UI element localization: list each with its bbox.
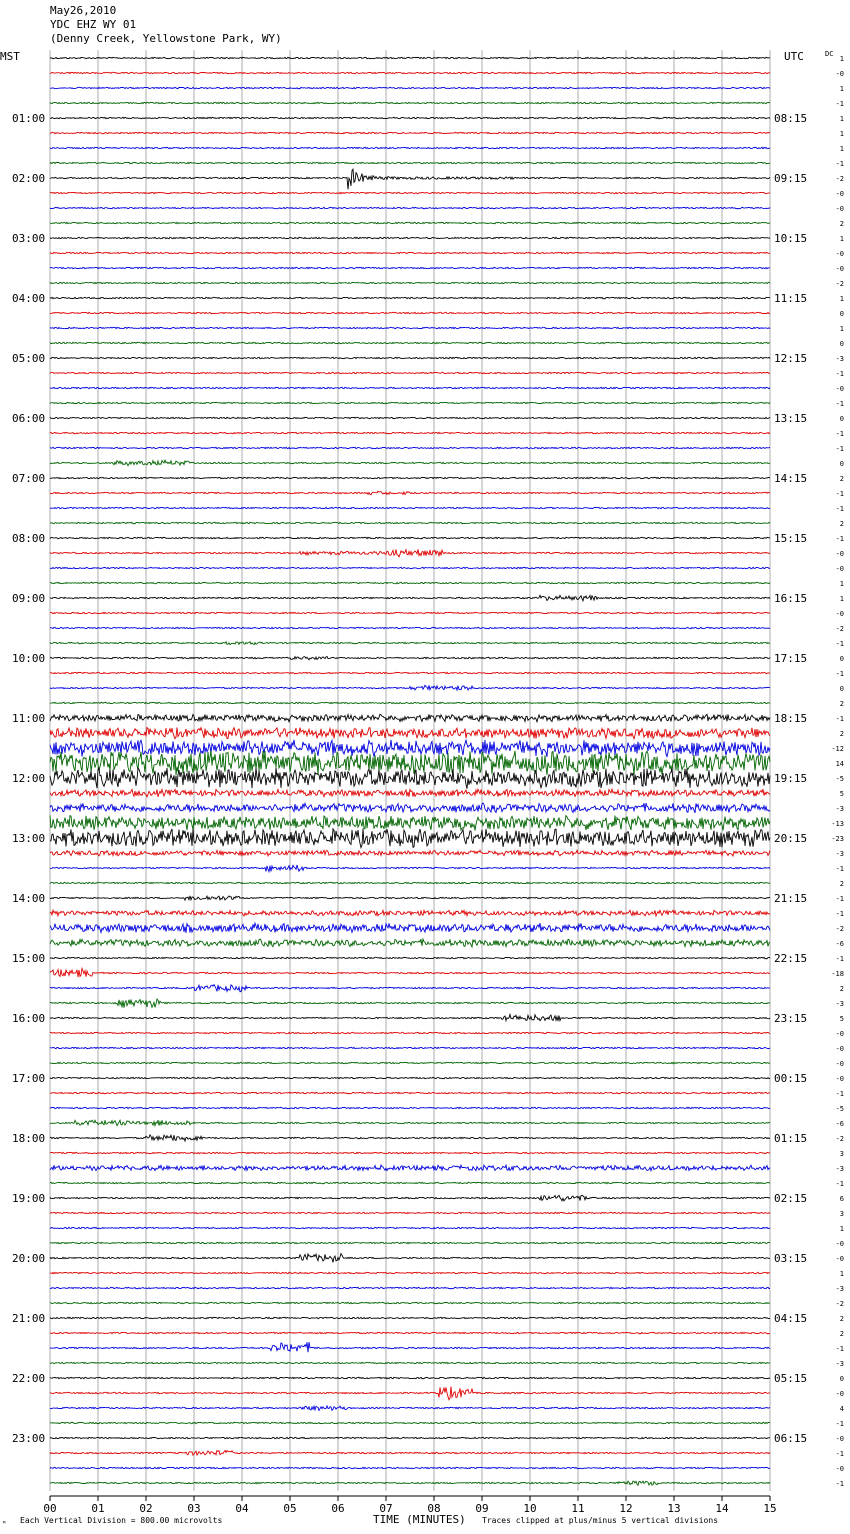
- seismic-trace: [50, 850, 770, 856]
- seismic-trace: [50, 57, 770, 58]
- dc-offset-label: 3: [839, 1150, 844, 1158]
- seismic-trace: [50, 169, 770, 189]
- x-tick-label: 12: [619, 1502, 633, 1515]
- left-hour-label: 01:00: [12, 112, 46, 125]
- dc-offset-label: 0: [839, 655, 844, 663]
- seismic-trace: [50, 714, 770, 721]
- dc-offset-label: -1: [835, 1420, 844, 1428]
- dc-offset-label: 2: [839, 985, 844, 993]
- right-hour-label: 08:15: [774, 112, 808, 125]
- left-hour-label: 11:00: [12, 712, 46, 725]
- dc-offset-label: 0: [839, 1375, 844, 1383]
- dc-offset-label: -0: [835, 610, 844, 618]
- seismic-trace: [50, 162, 770, 163]
- right-hour-label: 14:15: [774, 472, 808, 485]
- dc-offset-label: -1: [835, 670, 844, 678]
- seismic-trace: [50, 1242, 770, 1243]
- right-hour-label: 06:15: [774, 1432, 808, 1445]
- dc-offset-label: -3: [835, 1285, 844, 1293]
- dc-offset-label: 3: [839, 1210, 844, 1218]
- left-hour-label: 08:00: [12, 532, 46, 545]
- dc-offset-label: 2: [839, 700, 844, 708]
- x-tick-label: 15: [763, 1502, 777, 1515]
- seismic-trace: [50, 222, 770, 223]
- dc-offset-label: -0: [835, 1075, 844, 1083]
- left-hour-label: 16:00: [12, 1012, 46, 1025]
- left-hour-label: 18:00: [12, 1132, 46, 1145]
- seismic-trace: [50, 477, 770, 478]
- seismic-trace: [50, 252, 770, 253]
- seismic-trace: [50, 460, 770, 465]
- seismic-trace: [50, 1135, 770, 1141]
- dc-offset-label: -1: [835, 895, 844, 903]
- seismic-trace: [50, 1451, 770, 1456]
- seismic-trace: [50, 1227, 770, 1228]
- dc-offset-label: 2: [839, 880, 844, 888]
- seismic-trace: [50, 1342, 770, 1352]
- dc-offset-label: -1: [835, 505, 844, 513]
- left-hour-label: 21:00: [12, 1312, 46, 1325]
- dc-offset-label: -1: [835, 955, 844, 963]
- seismic-trace: [50, 1182, 770, 1183]
- seismic-trace: [50, 192, 770, 193]
- seismic-trace: [50, 627, 770, 628]
- seismic-trace: [50, 923, 770, 933]
- dc-offset-label: -0: [835, 190, 844, 198]
- dc-offset-label: -1: [835, 910, 844, 918]
- seismic-trace: [50, 1437, 770, 1438]
- x-tick-label: 14: [715, 1502, 729, 1515]
- dc-offset-label: -1: [835, 160, 844, 168]
- dc-offset-label: -1: [835, 1345, 844, 1353]
- dc-offset-label: -2: [835, 925, 844, 933]
- seismic-trace: [50, 1406, 770, 1411]
- dc-offset-label: 0: [839, 415, 844, 423]
- dc-offset-label: -1: [835, 490, 844, 498]
- dc-offset-label: -3: [835, 1000, 844, 1008]
- left-hour-label: 02:00: [12, 172, 46, 185]
- x-tick-label: 01: [91, 1502, 105, 1515]
- dc-offset-label: -1: [835, 1480, 844, 1488]
- seismic-trace: [50, 297, 770, 298]
- left-hour-labels: [12, 112, 45, 1445]
- x-tick-label: 06: [331, 1502, 345, 1515]
- dc-offset-label: -5: [835, 775, 844, 783]
- dc-offset-label: -18: [831, 970, 844, 978]
- scale-note: Each Vertical Division = 800.00 microvolts: [20, 1516, 223, 1525]
- seismic-trace: [50, 282, 770, 283]
- seismic-trace: [50, 549, 770, 557]
- seismic-trace: [50, 312, 770, 313]
- right-hour-label: 23:15: [774, 1012, 808, 1025]
- dc-offset-label: 1: [839, 595, 844, 603]
- seismic-trace: [50, 882, 770, 883]
- dc-offset-label: -1: [835, 430, 844, 438]
- seismic-trace: [50, 432, 770, 433]
- dc-offset-label: -0: [835, 1390, 844, 1398]
- seismic-trace: [50, 829, 770, 848]
- seismic-trace: [50, 595, 770, 601]
- x-axis-title: TIME (MINUTES): [373, 1513, 466, 1526]
- dc-offset-label: 2: [839, 220, 844, 228]
- seismic-trace: [50, 387, 770, 388]
- left-hour-label: 23:00: [12, 1432, 46, 1445]
- left-hour-label: 07:00: [12, 472, 46, 485]
- seismic-trace: [50, 72, 770, 73]
- x-tick-label: 02: [139, 1502, 153, 1515]
- dc-offset-label: -23: [831, 835, 844, 843]
- dc-offset-label: -12: [831, 745, 844, 753]
- right-hour-label: 17:15: [774, 652, 808, 665]
- seismic-trace: [50, 999, 770, 1008]
- dc-offset-label: -6: [835, 1120, 844, 1128]
- dc-offset-label: -5: [835, 1105, 844, 1113]
- right-hour-label: 10:15: [774, 232, 808, 245]
- seismic-trace: [50, 1120, 770, 1126]
- left-hour-label: 20:00: [12, 1252, 46, 1265]
- dc-offset-label: -0: [835, 1240, 844, 1248]
- dc-offset-label: 2: [839, 730, 844, 738]
- dc-offset-label: -0: [835, 265, 844, 273]
- dc-offset-label: -3: [835, 355, 844, 363]
- dc-offset-label: 1: [839, 130, 844, 138]
- seismic-trace: [50, 1062, 770, 1063]
- dc-offset-label: -0: [835, 205, 844, 213]
- seismic-trace: [50, 102, 770, 103]
- right-hour-label: 01:15: [774, 1132, 808, 1145]
- dc-offset-label: -3: [835, 805, 844, 813]
- dc-offset-label: -0: [835, 565, 844, 573]
- right-hour-label: 11:15: [774, 292, 808, 305]
- dc-offset-label: 2: [839, 1315, 844, 1323]
- seismic-trace: [50, 685, 770, 690]
- seismic-trace: [50, 1287, 770, 1288]
- dc-offset-label: 6: [839, 1195, 844, 1203]
- station-label: YDC EHZ WY 01: [50, 18, 137, 31]
- seismic-trace: [50, 237, 770, 238]
- x-tick-label: 03: [187, 1502, 201, 1515]
- dc-offset-labels: [831, 55, 844, 1488]
- dc-offset-label: -1: [835, 100, 844, 108]
- dc-offset-label: 0: [839, 685, 844, 693]
- right-hour-label: 18:15: [774, 712, 808, 725]
- dc-offset-label: 5: [839, 1015, 844, 1023]
- seismic-trace: [50, 522, 770, 523]
- seismic-trace: [50, 672, 770, 673]
- seismic-trace: [50, 1212, 770, 1213]
- dc-offset-label: -13: [831, 820, 844, 828]
- left-hour-label: 22:00: [12, 1372, 46, 1385]
- seismic-trace: [50, 402, 770, 403]
- dc-offset-label: 0: [839, 460, 844, 468]
- dc-offset-label: -1: [835, 1450, 844, 1458]
- right-hour-label: 19:15: [774, 772, 808, 785]
- seismic-trace: [50, 357, 770, 358]
- x-tick-label: 08: [427, 1502, 441, 1515]
- dc-offset-label: 1: [839, 85, 844, 93]
- right-hour-label: 21:15: [774, 892, 808, 905]
- dc-offset-label: -1: [835, 400, 844, 408]
- dc-offset-label: 1: [839, 115, 844, 123]
- seismic-trace: [50, 985, 770, 992]
- right-hour-label: 13:15: [774, 412, 808, 425]
- seismic-trace: [50, 751, 770, 776]
- left-hour-label: 13:00: [12, 832, 46, 845]
- right-hour-label: 12:15: [774, 352, 808, 365]
- x-tick-label: 07: [379, 1502, 393, 1515]
- seismic-trace: [50, 865, 770, 872]
- right-hour-label: 15:15: [774, 532, 808, 545]
- seismic-trace: [50, 969, 770, 978]
- seismic-trace: [50, 1467, 770, 1468]
- dc-offset-label: -0: [835, 385, 844, 393]
- dc-offset-label: 1: [839, 235, 844, 243]
- seismic-trace: [50, 1254, 770, 1263]
- seismic-trace: [50, 507, 770, 508]
- dc-offset-label: -1: [835, 445, 844, 453]
- dc-offset-label: -2: [835, 1300, 844, 1308]
- dc-offset-label: 2: [839, 475, 844, 483]
- right-timezone-label: UTC: [784, 50, 804, 63]
- dc-offset-label: -0: [835, 1060, 844, 1068]
- dc-offset-label: -3: [835, 1165, 844, 1173]
- seismic-trace: [50, 1047, 770, 1048]
- seismic-trace: [50, 702, 770, 703]
- dc-offset-label: 5: [839, 790, 844, 798]
- dc-offset-label: -0: [835, 1030, 844, 1038]
- dc-offset-label: -1: [835, 535, 844, 543]
- dc-offset-label: -1: [835, 370, 844, 378]
- corner-mark: ᴹ: [2, 1520, 7, 1528]
- dc-offset-label: 4: [839, 1405, 844, 1413]
- dc-offset-label: -1: [835, 715, 844, 723]
- dc-offset-label: -1: [835, 1180, 844, 1188]
- right-hour-label: 04:15: [774, 1312, 808, 1325]
- seismic-trace: [50, 132, 770, 133]
- seismic-trace: [50, 1195, 770, 1201]
- clip-note: Traces clipped at plus/minus 5 vertical divisions: [482, 1516, 719, 1525]
- dc-offset-label: 1: [839, 325, 844, 333]
- seismic-trace: [50, 1107, 770, 1108]
- x-tick-label: 04: [235, 1502, 249, 1515]
- seismic-trace: [50, 87, 770, 88]
- seismic-trace: [50, 1032, 770, 1033]
- left-hour-label: 10:00: [12, 652, 46, 665]
- seismic-trace: [50, 117, 770, 118]
- seismic-trace: [50, 896, 770, 900]
- seismic-traces: [50, 57, 770, 1485]
- seismic-trace: [50, 1077, 770, 1078]
- dc-offset-label: -0: [835, 1045, 844, 1053]
- dc-offset-label: -6: [835, 940, 844, 948]
- seismic-trace: [50, 207, 770, 208]
- seismic-trace: [50, 342, 770, 343]
- dc-offset-label: -2: [835, 1135, 844, 1143]
- dc-offset-label: 2: [839, 1330, 844, 1338]
- dc-offset-label: -0: [835, 1255, 844, 1263]
- seismic-trace: [50, 1092, 770, 1093]
- left-hour-label: 19:00: [12, 1192, 46, 1205]
- left-timezone-label: MST: [0, 50, 20, 63]
- x-tick-label: 10: [523, 1502, 537, 1515]
- dc-offset-label: -0: [835, 250, 844, 258]
- dc-offset-label: -2: [835, 280, 844, 288]
- left-hour-label: 12:00: [12, 772, 46, 785]
- dc-offset-label: -3: [835, 850, 844, 858]
- left-hour-label: 15:00: [12, 952, 46, 965]
- seismic-trace: [50, 491, 770, 495]
- seismic-trace: [50, 642, 770, 645]
- seismic-trace: [50, 1317, 770, 1318]
- dc-offset-label: 1: [839, 580, 844, 588]
- seismic-trace: [50, 1165, 770, 1171]
- dc-offset-label: 14: [835, 760, 844, 768]
- seismic-trace: [50, 910, 770, 916]
- seismic-trace: [50, 939, 770, 947]
- dc-offset-label: 1: [839, 145, 844, 153]
- right-hour-label: 03:15: [774, 1252, 808, 1265]
- seismic-trace: [50, 567, 770, 568]
- seismic-trace: [50, 327, 770, 328]
- dc-offset-label: -1: [835, 640, 844, 648]
- x-tick-label: 05: [283, 1502, 297, 1515]
- dc-offset-label: -3: [835, 1360, 844, 1368]
- seismic-trace: [50, 1362, 770, 1363]
- location-label: (Denny Creek, Yellowstone Park, WY): [50, 32, 282, 45]
- x-tick-label: 13: [667, 1502, 681, 1515]
- x-tick-label: 00: [43, 1502, 57, 1515]
- left-hour-label: 17:00: [12, 1072, 46, 1085]
- seismic-trace: [50, 612, 770, 613]
- seismic-trace: [50, 727, 770, 738]
- x-tick-label: 09: [475, 1502, 489, 1515]
- right-hour-label: 20:15: [774, 832, 808, 845]
- dc-offset-label: 1: [839, 55, 844, 63]
- right-hour-label: 02:15: [774, 1192, 808, 1205]
- seismic-trace: [50, 1332, 770, 1333]
- seismic-trace: [50, 803, 770, 813]
- seismic-trace: [50, 740, 770, 757]
- date-label: May26,2010: [50, 4, 117, 17]
- dc-header-label: DC: [825, 50, 834, 58]
- right-hour-label: 00:15: [774, 1072, 808, 1085]
- dc-offset-label: 1: [839, 1270, 844, 1278]
- seismic-trace: [50, 1152, 770, 1153]
- dc-offset-label: 0: [839, 340, 844, 348]
- left-hour-label: 06:00: [12, 412, 46, 425]
- left-hour-label: 05:00: [12, 352, 46, 365]
- dc-offset-label: -0: [835, 1435, 844, 1443]
- seismic-trace: [50, 582, 770, 583]
- right-hour-label: 16:15: [774, 592, 808, 605]
- dc-offset-label: 1: [839, 1225, 844, 1233]
- seismic-trace: [50, 1302, 770, 1303]
- dc-offset-label: -0: [835, 70, 844, 78]
- right-hour-labels: [774, 112, 807, 1445]
- seismic-trace: [50, 372, 770, 373]
- seismic-trace: [50, 657, 770, 660]
- dc-offset-label: -1: [835, 865, 844, 873]
- dc-offset-label: -0: [835, 550, 844, 558]
- left-hour-label: 09:00: [12, 592, 46, 605]
- x-tick-label: 11: [571, 1502, 585, 1515]
- seismic-trace: [50, 789, 770, 797]
- right-hour-label: 22:15: [774, 952, 808, 965]
- dc-offset-label: 0: [839, 310, 844, 318]
- right-hour-label: 09:15: [774, 172, 808, 185]
- seismic-trace: [50, 1377, 770, 1378]
- left-hour-label: 14:00: [12, 892, 46, 905]
- seismic-trace: [50, 417, 770, 418]
- dc-offset-label: -2: [835, 625, 844, 633]
- seismic-trace: [50, 447, 770, 448]
- left-hour-label: 04:00: [12, 292, 46, 305]
- seismic-trace: [50, 1422, 770, 1423]
- seismic-trace: [50, 267, 770, 268]
- dc-offset-label: -1: [835, 1090, 844, 1098]
- seismic-trace: [50, 1272, 770, 1273]
- seismic-trace: [50, 1014, 770, 1021]
- dc-offset-label: -0: [835, 1465, 844, 1473]
- seismic-trace: [50, 147, 770, 148]
- dc-offset-label: 2: [839, 520, 844, 528]
- dc-offset-label: 1: [839, 295, 844, 303]
- seismic-trace: [50, 537, 770, 538]
- seismic-trace: [50, 957, 770, 958]
- left-hour-label: 03:00: [12, 232, 46, 245]
- seismic-trace: [50, 1481, 770, 1485]
- dc-offset-label: -2: [835, 175, 844, 183]
- right-hour-label: 05:15: [774, 1372, 808, 1385]
- seismic-trace: [50, 815, 770, 830]
- seismic-trace: [50, 1387, 770, 1400]
